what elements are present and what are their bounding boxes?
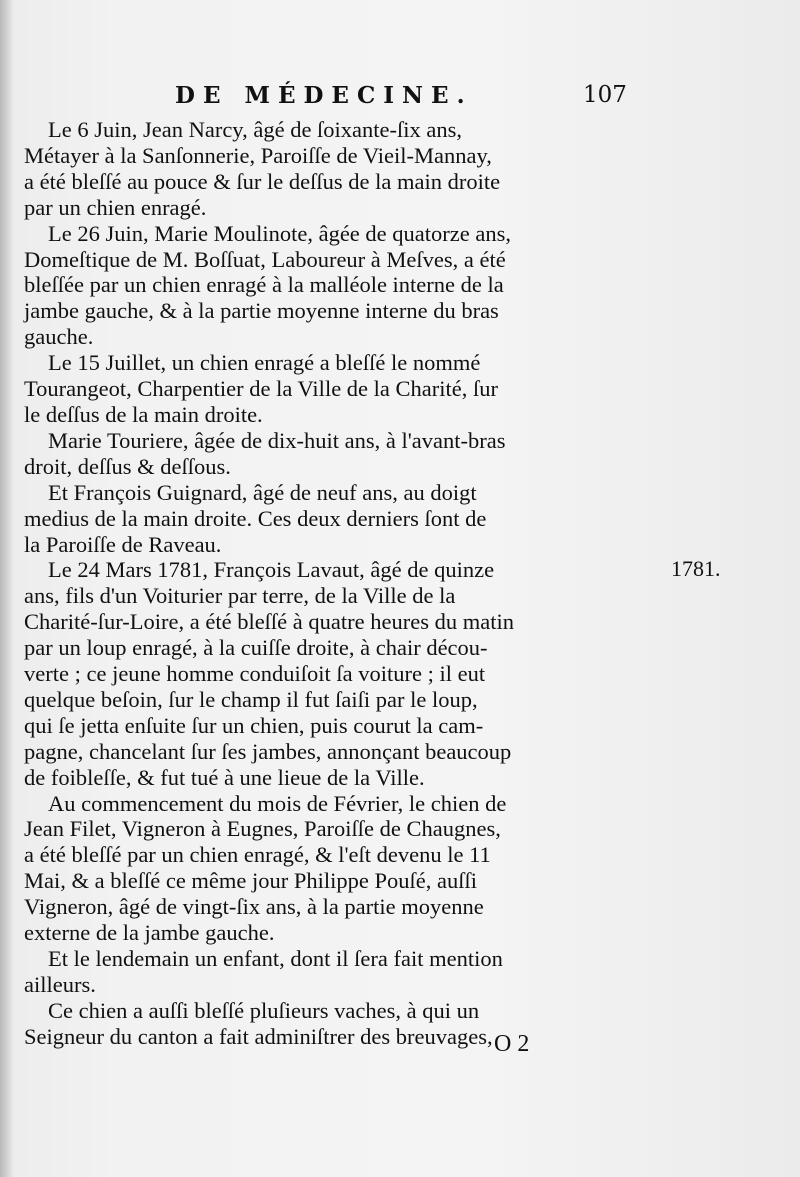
text-line: Le 6 Juin, Jean Narcy, âgé de ſoixante-ſix ans, bbox=[48, 117, 463, 142]
text-line: Jean Filet, Vigneron à Eugnes, Paroiſſe de Chaugnes, bbox=[24, 816, 501, 842]
signature-mark: O 2 bbox=[494, 1031, 530, 1057]
text-line: Seigneur du canton a fait adminiſtrer des breuvages, bbox=[24, 1023, 493, 1049]
text-line: Ce chien a auſſi bleſſé pluſieurs vaches, à qui un bbox=[48, 997, 480, 1023]
paragraph bbox=[24, 350, 636, 428]
paragraph bbox=[24, 791, 636, 946]
body-text bbox=[24, 117, 636, 1050]
text-line: Tourangeot, Charpentier de la Ville de la Charité, ſur bbox=[24, 376, 498, 402]
text-line: Vigneron, âgé de vingt-ſix ans, à la partie moyenne bbox=[24, 894, 484, 920]
page-number: 107 bbox=[583, 82, 627, 108]
text-line: bleſſée par un chien enragé à la malléole interne de la bbox=[24, 272, 504, 298]
text-line: droit, deſſus & deſſous. bbox=[24, 453, 231, 479]
paragraph bbox=[24, 557, 636, 790]
text-line: Charité-ſur-Loire, a été bleſſé à quatre heures du matin bbox=[24, 609, 514, 635]
text-line: Le 26 Juin, Marie Moulinote, âgée de quatorze ans, bbox=[48, 220, 511, 246]
text-line: la Paroiſſe de Raveau. bbox=[24, 531, 222, 557]
running-title: DE MÉDECINE. bbox=[175, 82, 473, 109]
paragraph bbox=[24, 946, 636, 998]
text-line: medius de la main droite. Ces deux derniers ſont de bbox=[24, 505, 487, 531]
text-line: Et le lendemain un enfant, dont il ſera fait mention bbox=[48, 946, 503, 971]
text-line: ans, fils d'un Voiturier par terre, de la Ville de la bbox=[24, 583, 456, 609]
gutter-shadow bbox=[0, 0, 14, 1177]
text-line: a été bleſſé par un chien enragé, & l'eſt devenu le 11 bbox=[24, 842, 491, 868]
text-line: Et François Guignard, âgé de neuf ans, au doigt bbox=[48, 479, 477, 505]
text-line: Domeſtique de M. Boſſuat, Laboureur à Meſves, a été bbox=[24, 246, 506, 272]
text-line: quelque beſoin, ſur le champ il fut ſaiſi par le loup, bbox=[24, 686, 478, 712]
text-line: Au commencement du mois de Février, le chien de bbox=[48, 790, 507, 816]
text-line: a été bleſſé au pouce & ſur le deſſus de la main droite bbox=[24, 168, 501, 194]
text-line: de foibleſſe, & fut tué à une lieue de la Ville. bbox=[24, 764, 425, 790]
paragraph bbox=[24, 480, 636, 558]
text-line: le deſſus de la main droite. bbox=[24, 401, 263, 427]
text-line: Marie Touriere, âgée de dix-huit ans, à l'avant-bras bbox=[48, 427, 506, 453]
margin-note-year: 1781. bbox=[671, 556, 721, 581]
text-line: pagne, chancelant ſur ſes jambes, annonçant beaucoup bbox=[24, 738, 512, 764]
text-line: jambe gauche, & à la partie moyenne interne du bras bbox=[24, 298, 499, 324]
paragraph bbox=[24, 117, 636, 221]
text-line: verte ; ce jeune homme conduiſoit ſa voiture ; il eut bbox=[24, 661, 486, 687]
text-line: gauche. bbox=[24, 324, 94, 350]
text-line: externe de la jambe gauche. bbox=[24, 920, 275, 946]
paragraph bbox=[24, 428, 636, 480]
text-line: Mai, & a bleſſé ce même jour Philippe Pouſé, auſſi bbox=[24, 868, 478, 894]
text-line: par un chien enragé. bbox=[24, 194, 207, 220]
text-line: ailleurs. bbox=[24, 971, 96, 997]
text-line: par un loup enragé, à la cuiſſe droite, à chair décou- bbox=[24, 635, 488, 661]
text-line: qui ſe jetta enſuite ſur un chien, puis courut la cam- bbox=[24, 712, 484, 738]
text-line: Le 24 Mars 1781, François Lavaut, âgé de quinze bbox=[48, 557, 495, 583]
text-line: Métayer à la Sanſonnerie, Paroiſſe de Vieil-Mannay, bbox=[24, 142, 492, 168]
text-line: Le 15 Juillet, un chien enragé a bleſſé le nommé bbox=[48, 350, 481, 376]
paragraph bbox=[24, 221, 636, 351]
paragraph bbox=[24, 998, 636, 1050]
